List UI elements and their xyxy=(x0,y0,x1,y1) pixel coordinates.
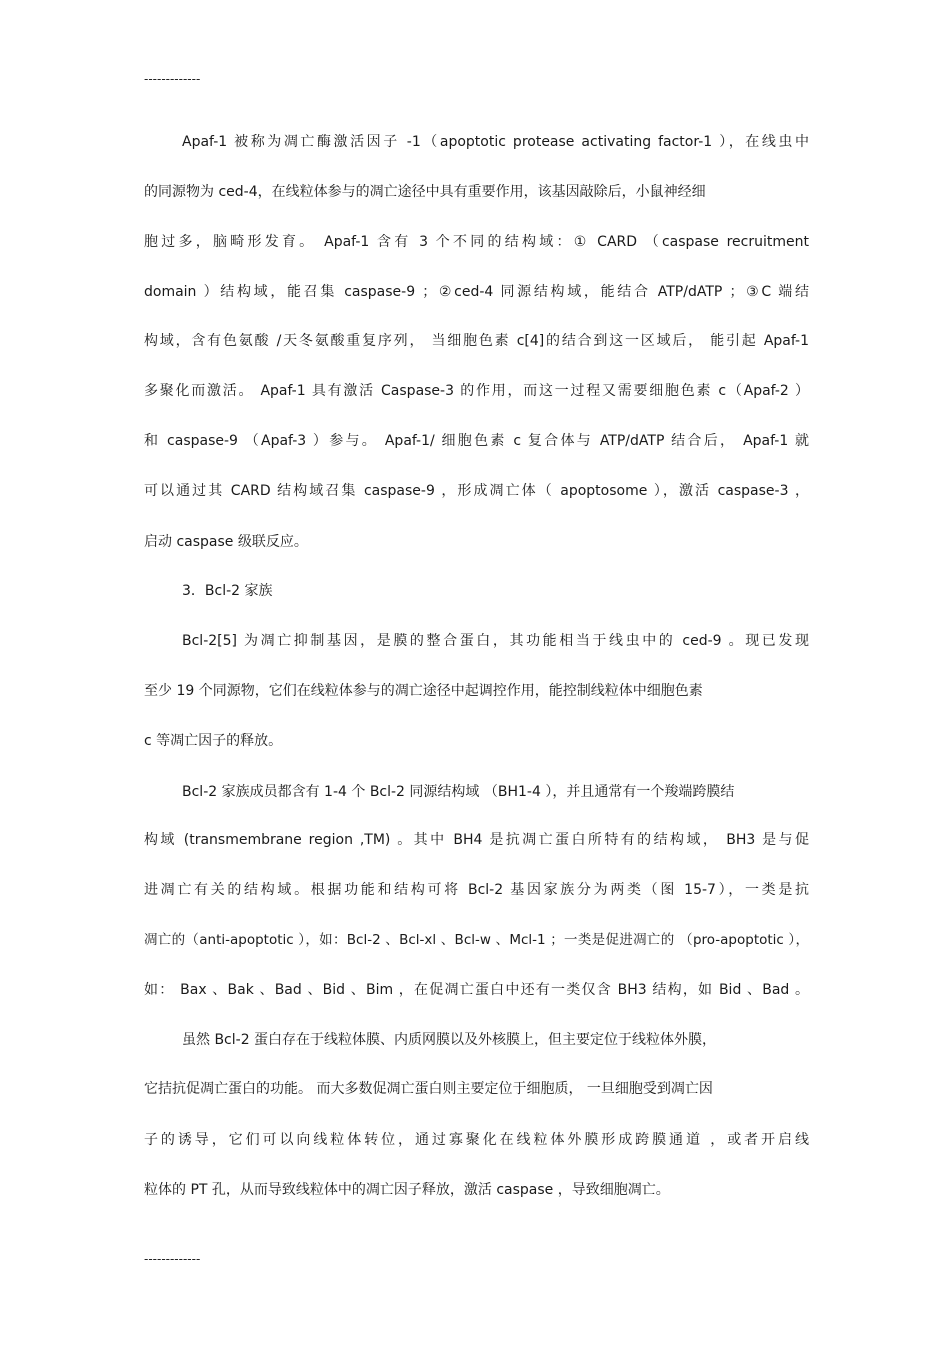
paragraph-line: 启动 caspase 级联反应。 xyxy=(144,534,308,550)
section-heading: 3．Bcl-2 家族 xyxy=(182,583,273,599)
paragraph-line: 虽然 Bcl-2 蛋白存在于线粒体膜、内质网膜以及外核膜上，但主要定位于线粒体外膜， xyxy=(182,1032,717,1048)
paragraph-line: 至少 19 个同源物，它们在线粒体参与的凋亡途径中起调控作用，能控制线粒体中细胞色素 xyxy=(144,683,703,699)
paragraph-line: 子的诱导，它们可以向线粒体转位，通过寡聚化在线粒体外膜形成跨膜通道 ，或者开启线 xyxy=(144,1132,809,1148)
paragraph-line: 进凋亡有关的结构域。根据功能和结构可将 Bcl-2 基因家族分为两类（图 15-7），一类是抗 xyxy=(144,882,809,898)
paragraph-line: 凋亡的（anti-apoptotic ），如：Bcl-2 、Bcl-xl 、Bcl-w 、Mcl-1 ；一类是促进凋亡的 （pro-apoptotic ）， xyxy=(144,932,809,948)
paragraph-line: 它拮抗促凋亡蛋白的功能。 而大多数促凋亡蛋白则主要定位于细胞质， 一旦细胞受到凋亡因 xyxy=(144,1081,713,1097)
paragraph-line: Bcl-2 家族成员都含有 1-4 个 Bcl-2 同源结构域 （BH1-4 ），并且通常有一个羧端跨膜结 xyxy=(182,784,735,800)
paragraph-line: 构域，含有色氨酸 /天冬氨酸重复序列， 当细胞色素 c[4]的结合到这一区域后， 能引起 Apaf-1 xyxy=(144,333,809,349)
paragraph-line: 粒体的 PT 孔，从而导致线粒体中的凋亡因子释放，激活 caspase ，导致细胞凋亡。 xyxy=(144,1182,670,1198)
paragraph-line: 和 caspase-9 （Apaf-3 ）参与。 Apaf-1/ 细胞色素 c 复合体与 ATP/dATP 结合后， Apaf-1 就 xyxy=(144,433,809,449)
paragraph-line: 构域 (transmembrane region ,TM) 。其中 BH4 是抗凋亡蛋白所特有的结构域， BH3 是与促 xyxy=(144,832,809,848)
bottom-separator: ------------- xyxy=(144,1252,201,1266)
paragraph-line: c 等凋亡因子的释放。 xyxy=(144,733,283,749)
paragraph-line: 多聚化而激活。 Apaf-1 具有激活 Caspase-3 的作用，而这一过程又需要细胞色素 c（Apaf-2 ） xyxy=(144,383,809,399)
paragraph-line: 胞过多，脑畸形发育。 Apaf-1 含有 3 个不同的结构域：① CARD （caspase recruitment xyxy=(144,234,809,250)
paragraph-line: 可以通过其 CARD 结构域召集 caspase-9 ，形成凋亡体（ apoptosome ），激活 caspase-3 ， xyxy=(144,483,809,499)
paragraph-line: Apaf-1 被称为凋亡酶激活因子 -1（apoptotic protease activating factor-1 ），在线虫中 xyxy=(182,134,809,150)
paragraph-line: Bcl-2[5] 为凋亡抑制基因，是膜的整合蛋白，其功能相当于线虫中的 ced-9 。现已发现 xyxy=(182,633,809,649)
paragraph-line: domain ）结构域，能召集 caspase-9 ；②ced-4 同源结构域，能结合 ATP/dATP ；③C 端结 xyxy=(144,284,809,300)
top-separator: ------------- xyxy=(144,72,201,86)
paragraph-line: 的同源物为 ced-4，在线粒体参与的凋亡途径中具有重要作用，该基因敲除后，小鼠神经细 xyxy=(144,184,706,200)
paragraph-line: 如： Bax 、Bak 、Bad 、Bid 、Bim ，在促凋亡蛋白中还有一类仅含 BH3 结构，如 Bid 、Bad 。 xyxy=(144,982,809,998)
